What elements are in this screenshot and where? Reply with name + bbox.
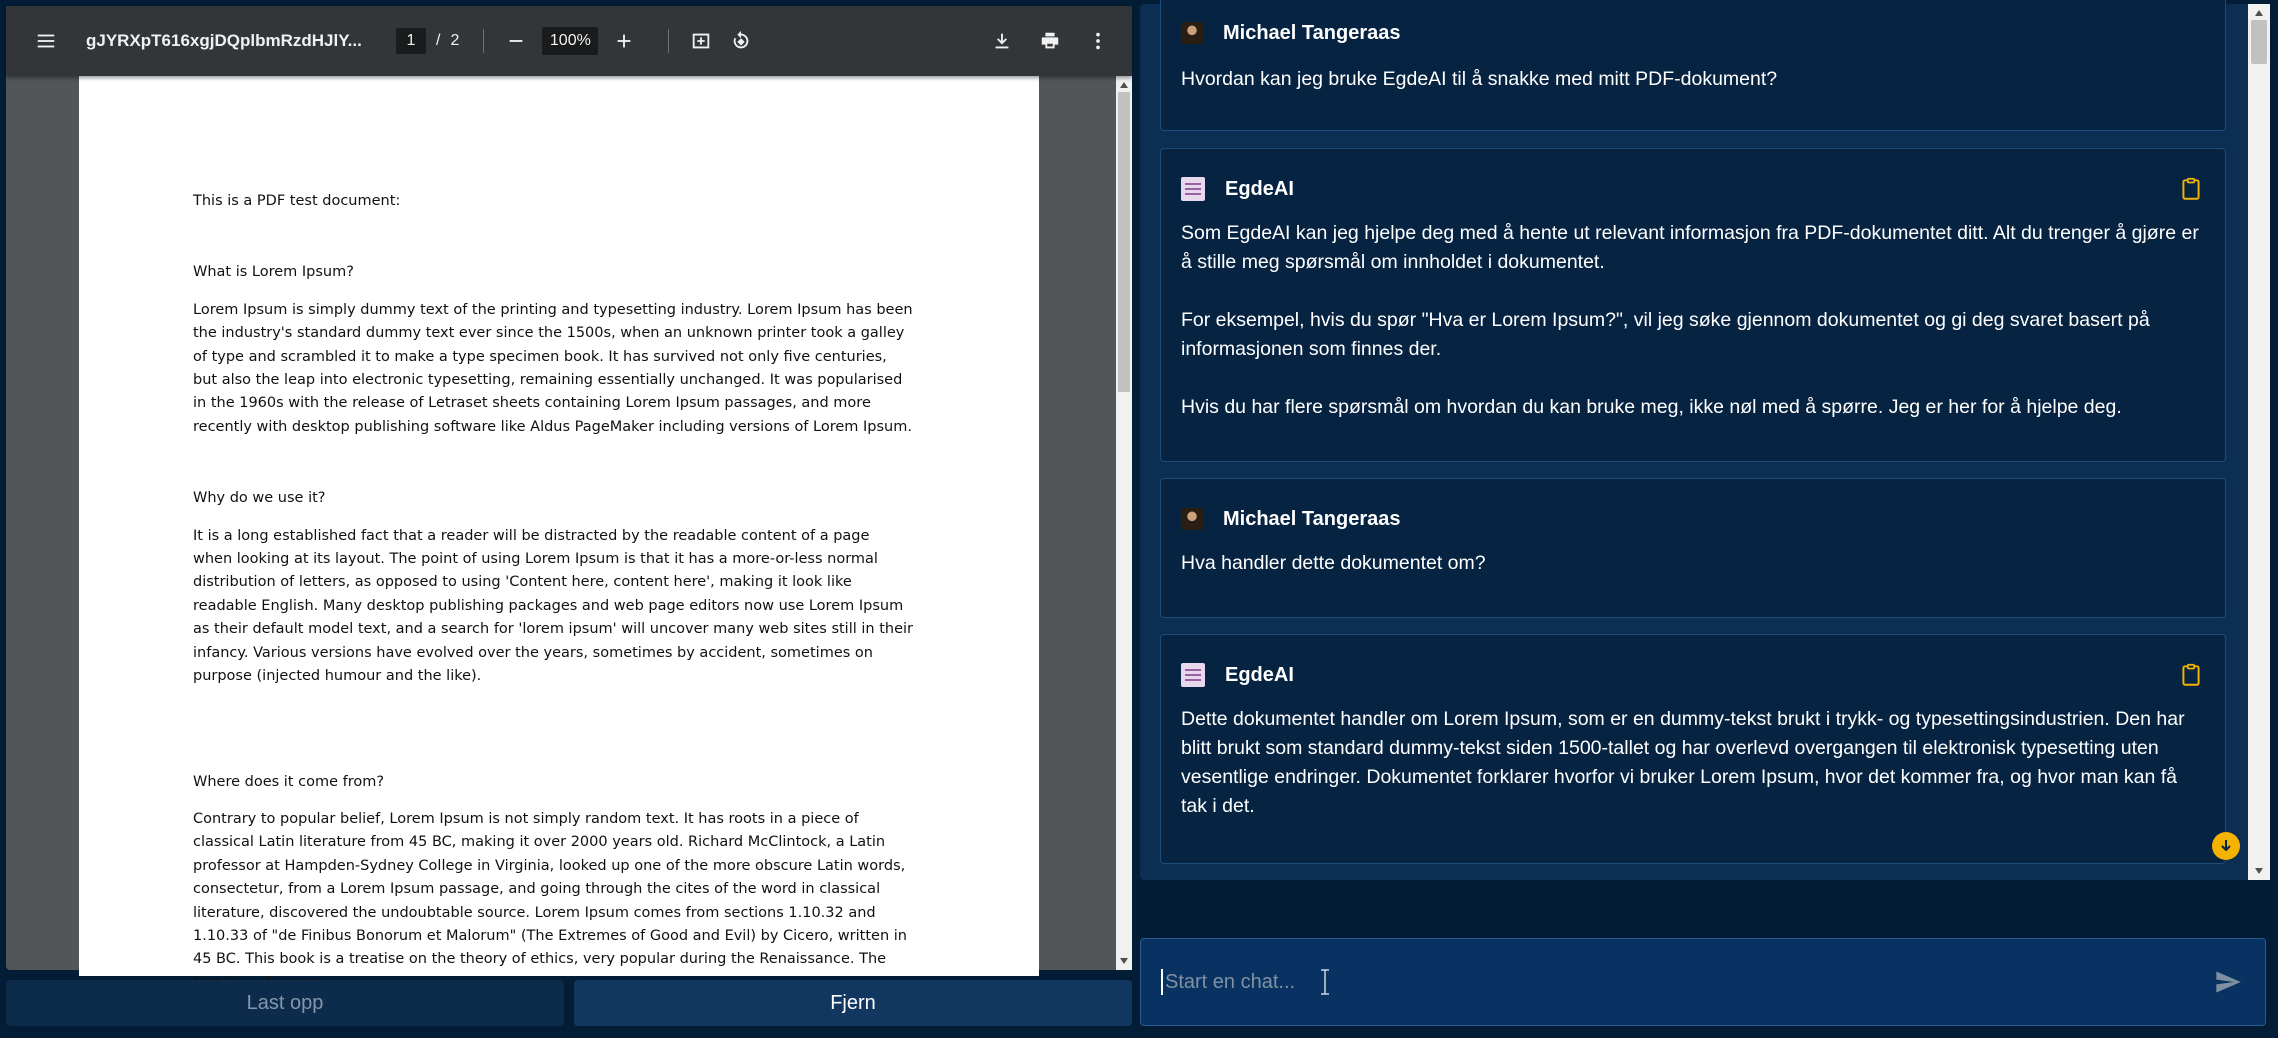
avatar [1181, 22, 1203, 44]
pdf-section-body: Contrary to popular belief, Lorem Ipsum is not simply random text. It has roots in a piece of classical Latin literature from 45 BC, making it over 2000 years old. Richard McClintock, a Latin professor at Hampden-Sydney College in Virginia, looked up one of the more obscure Latin words, consectetur, from a Lorem Ipsum passage, and going through the cites of the word in classical literature, discovered the undoubtable source. Lorem Ipsum comes from sections 1.10.32 and 1.10.33 of "de Finibus Bonorum et Malorum" (The Extremes of Good and Evil) by Cicero, written in 45 BC. This book is a treatise on the theory of ethics, very popular during the Renaissance. The [193, 810, 907, 968]
message-author: Michael Tangeraas [1223, 21, 1401, 44]
message-author: EgdeAI [1225, 177, 1294, 200]
send-icon[interactable] [2211, 965, 2245, 999]
bot-avatar [1181, 177, 1205, 201]
page-number-input[interactable] [396, 28, 426, 54]
chat-message-assistant [1160, 148, 2226, 462]
pdf-section-body: It is a long established fact that a reader will be distracted by the readable content of a page when looking at its layout. The point of using Lorem Ipsum is that it has a more-or-less normal distribution of letters, as opposed to using 'Content here, content here', making it look like readable English. Many desktop publishing packages and web page editors now use Lorem Ipsum as their default model text, and a search for 'lorem ipsum' will uncover many web sites still in their infancy. Various versions have evolved over the years, sometimes by accident, sometimes on purpose (injected humour and the like). [193, 527, 913, 685]
page-control [396, 28, 459, 54]
message-paragraph: For eksempel, hvis du spør "Hva er Lorem Ipsum?", vil jeg søke gjennom dokumentet og gi deg svaret basert på informasjonen som finnes der. [1181, 309, 2150, 360]
remove-button[interactable]: Fjern [574, 980, 1132, 1026]
upload-button[interactable]: Last opp [6, 980, 564, 1026]
total-pages: 2 [450, 32, 460, 49]
pdf-viewer [6, 6, 1132, 970]
pdf-content-area [6, 76, 1116, 970]
chat-history [1140, 4, 2270, 880]
pdf-page [79, 76, 1039, 976]
chat-input-box [1140, 938, 2266, 1026]
hamburger-menu-icon[interactable] [26, 21, 66, 61]
message-paragraph: Dette dokumentet handler om Lorem Ipsum, som er en dummy-tekst brukt i trykk- og typesettingsindustrien. Den har blitt brukt som standard dummy-tekst siden 1500-tallet og har overlevd overgangen til elektronisk typesetting uten vesentlige endringer. Dokumentet forklarer hvorfor vi bruker Lorem Ipsum, hvor det kommer fra, og hvor man kan få tak i det. [1181, 708, 2185, 817]
avatar [1181, 508, 1203, 530]
pdf-toolbar [6, 6, 1132, 76]
arrow-down-icon[interactable] [2212, 832, 2240, 860]
clipboard-icon[interactable] [2177, 661, 2205, 689]
more-vert-icon[interactable] [1078, 21, 1118, 61]
document-title: gJYRXpT616xgjDQplbmRzdHJlY... [86, 31, 362, 50]
rotate-icon[interactable] [721, 21, 761, 61]
message-author: EgdeAI [1225, 663, 1294, 686]
message-text: Hvordan kan jeg bruke EgdeAI til å snakke med mitt PDF-dokument? [1181, 68, 1778, 90]
chat-section [1140, 0, 2278, 1038]
pdf-intro: This is a PDF test document: [193, 193, 401, 209]
scrollbar-thumb[interactable] [1118, 92, 1130, 392]
scroll-up-arrow-icon[interactable] [1120, 82, 1128, 88]
chat-message-user [1160, 0, 2226, 131]
message-text: Hva handler dette dokumentet om? [1181, 552, 1486, 574]
clipboard-icon[interactable] [2177, 175, 2205, 203]
download-icon[interactable] [982, 21, 1022, 61]
toolbar-divider [668, 29, 669, 53]
minus-icon[interactable] [496, 21, 536, 61]
pdf-section-heading: Where does it come from? [193, 773, 385, 790]
message-paragraph: Som EgdeAI kan jeg hjelpe deg med å hente ut relevant informasjon fra PDF-dokumentet ditt. Alt du trenger å gjøre er å stille meg spørsmål om innholdet i dokumentet. [1181, 222, 2199, 273]
pdf-section-body: Lorem Ipsum is simply dummy text of the printing and typesetting industry. Lorem Ipsum has been the industry's standard dummy text ever since the 1500s, when an unknown printer took a galley of type and scrambled it to make a type specimen book. It has survived not only five centuries, but also the leap into electronic typesetting, remaining essentially unchanged. It was popularised in the 1960s with the release of Letraset sheets containing Lorem Ipsum passages, and more recently with desktop publishing software like Aldus PageMaker including versions of Lorem Ipsum. [193, 301, 913, 435]
scroll-down-arrow-icon[interactable] [1120, 958, 1128, 964]
message-paragraph: Hvis du har flere spørsmål om hvordan du kan bruke meg, ikke nøl med å spørre. Jeg er her for å hjelpe deg. [1181, 396, 2122, 418]
page-separator: / [436, 32, 441, 49]
scroll-down-arrow-icon[interactable] [2255, 868, 2263, 874]
print-icon[interactable] [1030, 21, 1070, 61]
pdf-scrollbar[interactable] [1116, 76, 1132, 970]
scroll-up-arrow-icon[interactable] [2255, 10, 2263, 16]
pdf-actions [6, 980, 1132, 1026]
fit-page-icon[interactable] [681, 21, 721, 61]
pdf-section-heading: What is Lorem Ipsum? [193, 264, 354, 281]
chat-scrollbar[interactable] [2248, 4, 2270, 880]
toolbar-divider [483, 29, 484, 53]
zoom-input[interactable] [542, 27, 598, 55]
chat-message-user [1160, 478, 2226, 618]
pdf-section-heading: Why do we use it? [193, 490, 326, 507]
text-cursor-icon [1319, 969, 1331, 995]
scrollbar-thumb[interactable] [2251, 20, 2267, 64]
pdf-panel [0, 0, 1134, 1038]
message-author: Michael Tangeraas [1223, 507, 1401, 530]
bot-avatar [1181, 663, 1205, 687]
chat-message-assistant [1160, 634, 2226, 864]
plus-icon[interactable] [604, 21, 644, 61]
